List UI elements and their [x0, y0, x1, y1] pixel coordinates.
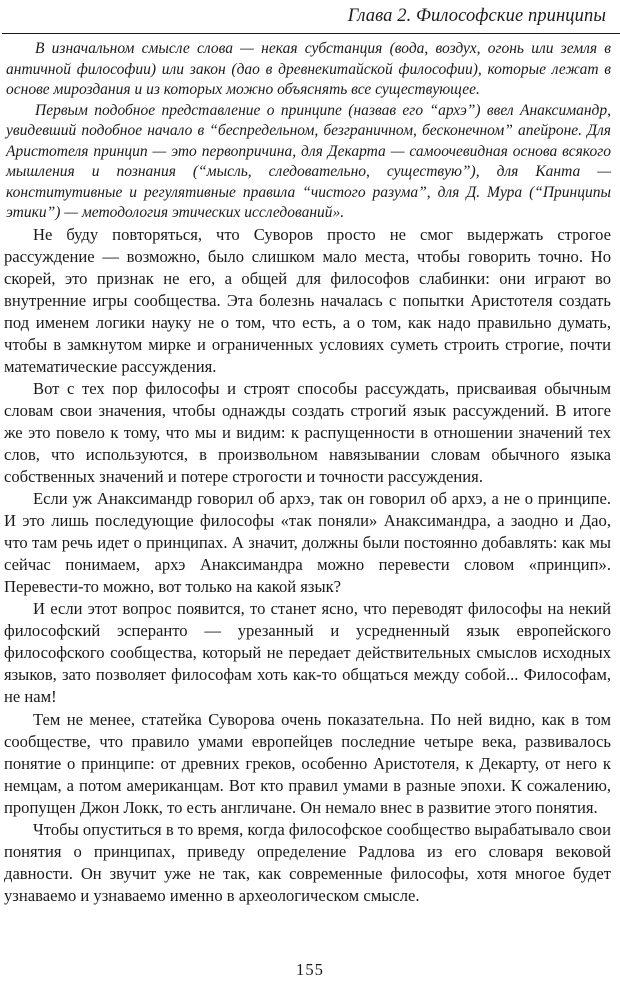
page-body — [4, 39, 611, 907]
quotation-paragraph: Первым подобное представление о принципе (назвав его “архэ”) ввел Анаксимандр, увидевший подобное начало в “беспредельном, безграничном, бесконечном” апейроне. Для Аристотеля принцип — это первопричина, для Декарта — самоочевидная основа всякого мышления и познания (“мысль, следовательно, существую”), для Канта — конститутивные и регулятивные правила “чистого разума”, для Д. Мура (“Принципы этики”) — методология этических исследований». — [6, 101, 611, 221]
body-paragraph: Чтобы опуститься в то время, когда философское сообщество вырабатывало свои понятия о принципах, приведу определение Радлова из его словаря вековой давности. Он звучит уже не так, как современные философы, хотя многое будет узнаваемо и узнаваемо именно в археологическом смысле. — [4, 819, 611, 905]
body-paragraph: Вот с тех пор философы и строят способы рассуждать, присваивая обычным словам свои значения, чтобы однажды создать строгий язык рассуждений. В итоге же это повело к тому, что мы и видим: к распущенности в отношении значений тех слов, что используются, в произвольном навязывании словам обычного языка собственных значений и потере строгости и точности рассуждения. — [4, 378, 611, 487]
main-text — [4, 224, 611, 907]
body-paragraph: Тем не менее, статейка Суворова очень показательна. По ней видно, как в том сообществе, что правило умами европейцев последние четыре века, развивалось понятие о принципе: от древних греков, особенно Аристотеля, к Декарту, от него к немцам, а потом американцам. Вот кто правил умами в разные эпохи. К сожалению, пропущен Джон Локк, то есть англичане. Он немало внес в развитие этого понятия. — [4, 709, 611, 817]
header-rule — [2, 33, 620, 34]
running-header-title: Глава 2. Философские принципы — [347, 6, 606, 26]
quotation-paragraph: В изначальном смысле слова — некая субстанция (вода, воздух, огонь или земля в античной философии) или закон (дао в древнекитайской философии), которые лежат в основе мироздания и из которых можно объяснять все существующее. — [6, 40, 611, 98]
italic-quotation — [4, 39, 611, 224]
body-paragraph: Если уж Анаксимандр говорил об архэ, так он говорил об архэ, а не о принципе. И это лишь последующие философы «так поняли» Анаксимандра, а заодно и Дао, что там речь идет о принципах. А значит, должны были постоянно добавлять: как мы сейчас понимаем, архэ Анаксимандра можно перевести словом «принцип». Перевести-то можно, вот только на какой язык? — [4, 489, 611, 597]
body-paragraph: Не буду повторяться, что Суворов просто не смог выдержать строгое рассуждение — возможно, было слишком мало места, чтобы говорить точно. Но скорей, это признак не его, а общей для философов слабинки: они играют во внутренние игры сообщества. Эта болезнь началась с попытки Аристотеля создать под именем логики науку не о том, что есть, а о том, как надо правильно думать, чтобы в замкнутом мирке и ограниченных условиях суметь строить строгие, почти математические рассуждения. — [4, 224, 611, 376]
body-paragraph: И если этот вопрос появится, то станет ясно, что переводят философы на некий философский эсперанто — урезанный и усредненный язык европейского философского сообщества, который не передает действительных смыслов исходных языков, зато позволяет философам хоть как-то общаться между собой... Философам, не нам! — [4, 599, 611, 707]
page-number: 155 — [296, 960, 324, 979]
